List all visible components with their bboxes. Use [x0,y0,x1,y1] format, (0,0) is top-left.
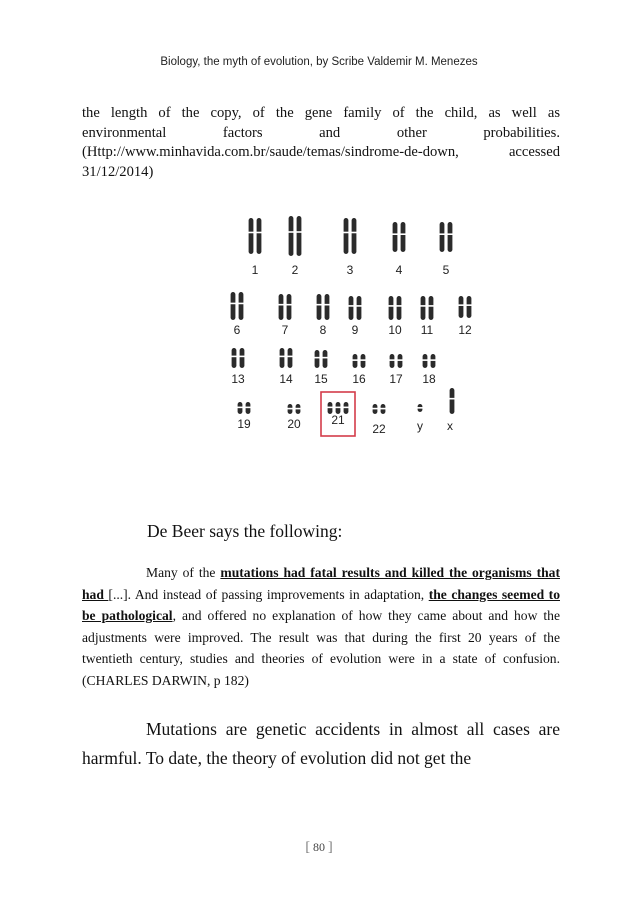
chromosome-label: 13 [231,372,245,386]
centromere [287,356,292,358]
chromosome [231,292,236,320]
chromosome-pair [420,296,433,320]
centromere [348,305,353,307]
centromere [400,233,405,235]
chromosome-label: 6 [233,323,241,337]
chromosome-label: 7 [281,323,289,337]
para-line: environmental factors and other probabilities. [82,124,560,141]
centromere [335,407,340,409]
karyotype-figure [224,208,476,440]
chromosome-label: 22 [372,422,386,436]
chromosome [289,216,294,256]
chromosome-pair [278,294,291,320]
centromere [352,359,357,361]
centromere [447,233,452,235]
centromere [396,305,401,307]
centromere [295,408,300,410]
centromere [466,304,471,306]
chromosome [344,218,349,254]
centromere [239,356,244,358]
quote-text: , and offered no explanation of how they came about and how the adjustments were improved. The result was that during the first 20 years of the twentieth century, studies and theories of evolution were in a state of confusion. (CHARLES DARWIN, p 182) [82,608,560,688]
chromosome-label: x [447,419,453,433]
centromere [256,232,261,234]
quote-text: [...]. And instead of passing improvements in adaptation, [108,586,429,602]
chromosome [431,354,436,368]
chromosome-pair [316,294,329,320]
chromosome [240,348,245,368]
centromere [422,359,427,361]
centromere [343,232,348,234]
chromosome [467,296,472,318]
page-number-value: 80 [313,840,325,854]
centromere [296,231,301,233]
chromosome-pair [417,404,422,412]
centromere [389,359,394,361]
chromosome-label: 9 [351,323,359,337]
chromosome [249,218,254,254]
chromosome-label: 4 [395,263,403,277]
running-header: Biology, the myth of evolution, by Scribe Valdemir M. Menezes [160,56,478,68]
chromosome [357,296,362,320]
chromosome [401,222,406,252]
centromere [392,233,397,235]
chromosome-pair [314,350,327,368]
centromere [230,303,235,305]
section-heading: De Beer says the following: [147,521,343,541]
quote-underlined: mutations had fatal results and killed the organisms that had [82,565,560,602]
chromosome [440,222,445,252]
chromosome [349,296,354,320]
para-line: 31/12/2014) [82,163,154,180]
chromosome [421,296,426,320]
chromosome-label: y [417,419,423,433]
centromere [287,408,292,410]
chromosome-label: 15 [314,372,328,386]
chromosome [288,348,293,368]
chromosome [389,296,394,320]
bracket-close: ] [328,840,333,855]
centromere [245,407,250,409]
centromere [286,304,291,306]
bracket-open: [ [305,840,310,855]
chromosome [280,348,285,368]
centromere [430,359,435,361]
centromere [417,407,422,409]
chromosome-pair [422,354,435,368]
chromosome-pair [348,296,361,320]
chromosome-label: 14 [279,372,293,386]
chromosome-pair [231,348,244,368]
chromosome [450,388,455,414]
chromosome [323,350,328,368]
chromosome-pair [287,404,300,414]
centromere [324,304,329,306]
chromosome-pair [343,218,356,254]
centromere [322,357,327,359]
chromosome [398,354,403,368]
chromosome-label: 20 [287,417,301,431]
centromere [439,233,444,235]
intro-paragraph [82,104,560,182]
centromere [314,357,319,359]
centromere [288,231,293,233]
para-line: (Http://www.minhavida.com.br/saude/temas/sindrome-de-down, accessed [82,144,560,161]
chromosome [393,222,398,252]
centromere [397,359,402,361]
chromosome [239,292,244,320]
centromere [231,356,236,358]
chromosome-pair [392,222,405,252]
chromosome-label: 5 [442,263,450,277]
chromosome-label: 1 [251,263,259,277]
centromere [237,407,242,409]
chromosome-pair [352,354,365,368]
chromosome [390,354,395,368]
chromosome-label: 8 [319,323,327,337]
centromere [238,303,243,305]
chromosome-label: 21 [331,413,345,427]
chromosome-pair [389,354,402,368]
centromere [360,359,365,361]
chromosome [325,294,330,320]
chromosome [448,222,453,252]
chromosome [315,350,320,368]
chromosome [429,296,434,320]
chromosome [361,354,366,368]
chromosome [279,294,284,320]
para-line: the length of the copy, of the gene family of the child, as well as [82,105,560,121]
chromosome [287,294,292,320]
centromere [343,407,348,409]
centromere [388,305,393,307]
chromosome [459,296,464,318]
chromosome [232,348,237,368]
quote-text: Many of the [146,565,221,580]
chromosome-pair [230,292,243,320]
chromosome-label: 17 [389,372,403,386]
chromosome-label: 12 [458,323,472,337]
centromere [420,305,425,307]
chromosome-label: 10 [388,323,402,337]
chromosome-label: 19 [237,417,251,431]
chromosome [423,354,428,368]
centromere [458,304,463,306]
chromosome-label: 11 [420,323,434,337]
centromere [428,305,433,307]
centromere [316,304,321,306]
page-number [0,840,638,856]
chromosome-pair [458,296,471,318]
chromosome [353,354,358,368]
centromere [372,408,377,410]
chromosome-pair [279,348,292,368]
chromosome [297,216,302,256]
chromosome-pair [439,222,452,252]
centromere [327,407,332,409]
centromere [248,232,253,234]
centromere [279,356,284,358]
chromosome [352,218,357,254]
quote-underlined: the changes seemed to be pathological [82,586,560,624]
centromere [351,232,356,234]
chromosome [317,294,322,320]
chromosome-label: 3 [346,263,354,277]
chromosome-pair [388,296,401,320]
centromere [449,398,454,400]
chromosome-labels [231,263,472,436]
chromosome-label: 16 [352,372,366,386]
chromosome-pair [288,216,301,256]
closing-text: Mutations are genetic accidents in almost all cases are harmful. To date, the theory of evolution did not get the [82,719,560,768]
chromosome-pair [237,402,250,414]
chromosome-pair [372,404,385,414]
centromere [278,304,283,306]
chromosome [397,296,402,320]
centromere [380,408,385,410]
centromere [356,305,361,307]
chromosome-pair [449,388,454,414]
chromosome [257,218,262,254]
chromosome-label: 18 [422,372,436,386]
closing-paragraph [82,715,560,772]
chromosome-label: 2 [291,263,299,277]
block-quote [82,562,560,692]
chromosome-pair [248,218,261,254]
